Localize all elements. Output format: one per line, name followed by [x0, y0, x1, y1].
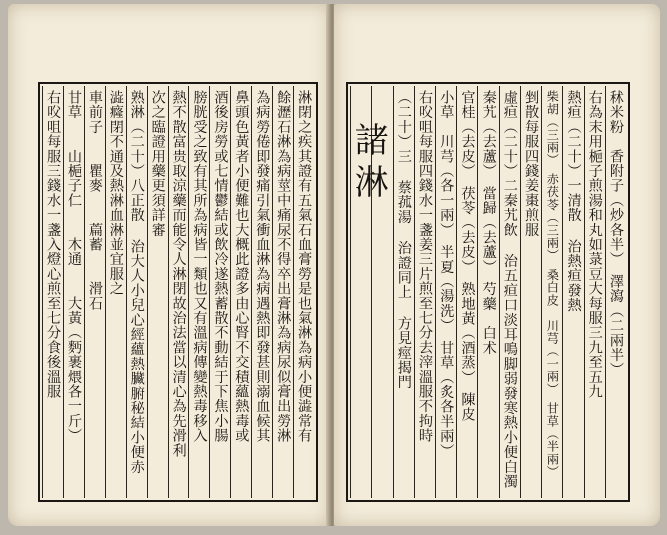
left-column-3	[251, 86, 272, 498]
left-column-2	[272, 86, 293, 498]
right-column-text: 右為末用梔子煎湯和丸如菉豆大每服三九至五九	[586, 90, 603, 399]
right-column-text: 熱疸（二十）一清散 治熱疸發熱	[565, 90, 582, 313]
left-column-11	[84, 86, 105, 498]
right-column-13	[348, 86, 389, 498]
left-column-6	[188, 86, 209, 498]
left-column-text: 酒後房勞或七情鬱結或飲冷遂熱蓄散不動結于下焦小腸	[212, 90, 229, 443]
right-column-text: 秦艽（去蘆） 當歸（去蘆） 芍藥 白术	[480, 90, 497, 356]
right-column-text: 諸淋	[348, 122, 389, 206]
left-column-text: 為病勞倦即發痛引氣衝血淋為病遇熱即發甚則溺血候其	[254, 90, 271, 443]
right-column-2	[584, 86, 605, 498]
right-column-text: 柴胡（三兩） 赤茯苓（三兩） 桑白皮 川芎（一兩） 甘草（半兩）	[545, 90, 560, 479]
left-column-text: 熟淋（二十）八正散 治大人小兒心經蘊熱臟腑秘結小便赤	[128, 90, 145, 474]
left-page	[8, 4, 330, 526]
left-column-10	[105, 86, 126, 498]
right-column-4	[541, 86, 562, 498]
right-column-11	[393, 86, 414, 498]
left-column-5	[209, 86, 230, 498]
left-column-8	[147, 86, 168, 498]
left-column-text: 車前子 瞿麥 萹蓄 滑石	[86, 90, 103, 311]
open-book	[8, 4, 660, 526]
right-column-10	[414, 86, 435, 498]
left-column-text: 甘草 山梔子仁 木通 大黃（麪裹煨各一斤）	[66, 90, 82, 443]
left-column-text: 熱不散富贵取涼藥而能令人淋閉故治法當以清心為先滑利	[170, 90, 187, 458]
right-column-9	[435, 86, 456, 498]
left-column-13	[42, 86, 63, 498]
left-column-9	[126, 86, 147, 498]
left-column-text: 膀胱受之致有其所為病皆一類也又有溫病傳變熱毒移入	[191, 90, 208, 443]
left-column-text: 澁癃閉不通及熱淋血淋並宜服之	[107, 90, 124, 296]
right-column-text: 剉散每服四錢姜棗煎服	[523, 90, 540, 237]
left-column-text: 淋閉之疾其證有五氣石血膏勞是也氣淋為病小便澁常有	[296, 90, 313, 443]
right-column-8	[456, 86, 477, 498]
left-column-text: 餘瀝石淋為病莖中痛尿不得卒出膏淋為病尿似膏出勞淋	[275, 90, 292, 443]
right-text-columns	[350, 86, 626, 498]
left-text-columns	[42, 86, 314, 498]
right-column-text: 秫米粉 香附子（炒各半） 澤瀉（二兩半）	[607, 90, 624, 377]
right-column-7	[477, 86, 498, 498]
right-column-text: 官桂（去皮） 茯苓（去皮） 熟地黃（酒蒸） 陳皮	[459, 90, 476, 422]
right-column-1	[605, 86, 626, 498]
right-column-text: 右㕮咀每服四錢水一盞姜三片煎至七分去滓溫服不拘時	[417, 90, 434, 443]
left-column-4	[230, 86, 251, 498]
left-column-text: 右㕮咀每服三錢水一盞入燈心煎至七分食後溫服	[45, 90, 62, 399]
right-column-text: 虛疸（二十）二秦艽飲 治五疸口淡耳鳴脚弱發寒熱小便白濁	[501, 90, 518, 489]
right-column-text: 小草 川芎（各一兩） 半夏（湯洗） 甘草（炙各半兩）	[438, 90, 455, 458]
left-column-text: 鼻頭色黃者小便難也大概此證多由心腎不交積蘊熱毒或	[233, 90, 250, 443]
left-column-12	[63, 86, 84, 498]
right-column-text: （二十）三 蔡菰湯 治證同上 方見痙揭門	[395, 90, 412, 390]
right-column-5	[520, 86, 541, 498]
left-column-text: 次之臨證用藥更須詳審	[149, 90, 166, 237]
right-column-3	[562, 86, 583, 498]
right-page	[334, 4, 660, 526]
right-column-6	[499, 86, 520, 498]
left-column-1	[293, 86, 314, 498]
left-column-7	[168, 86, 189, 498]
